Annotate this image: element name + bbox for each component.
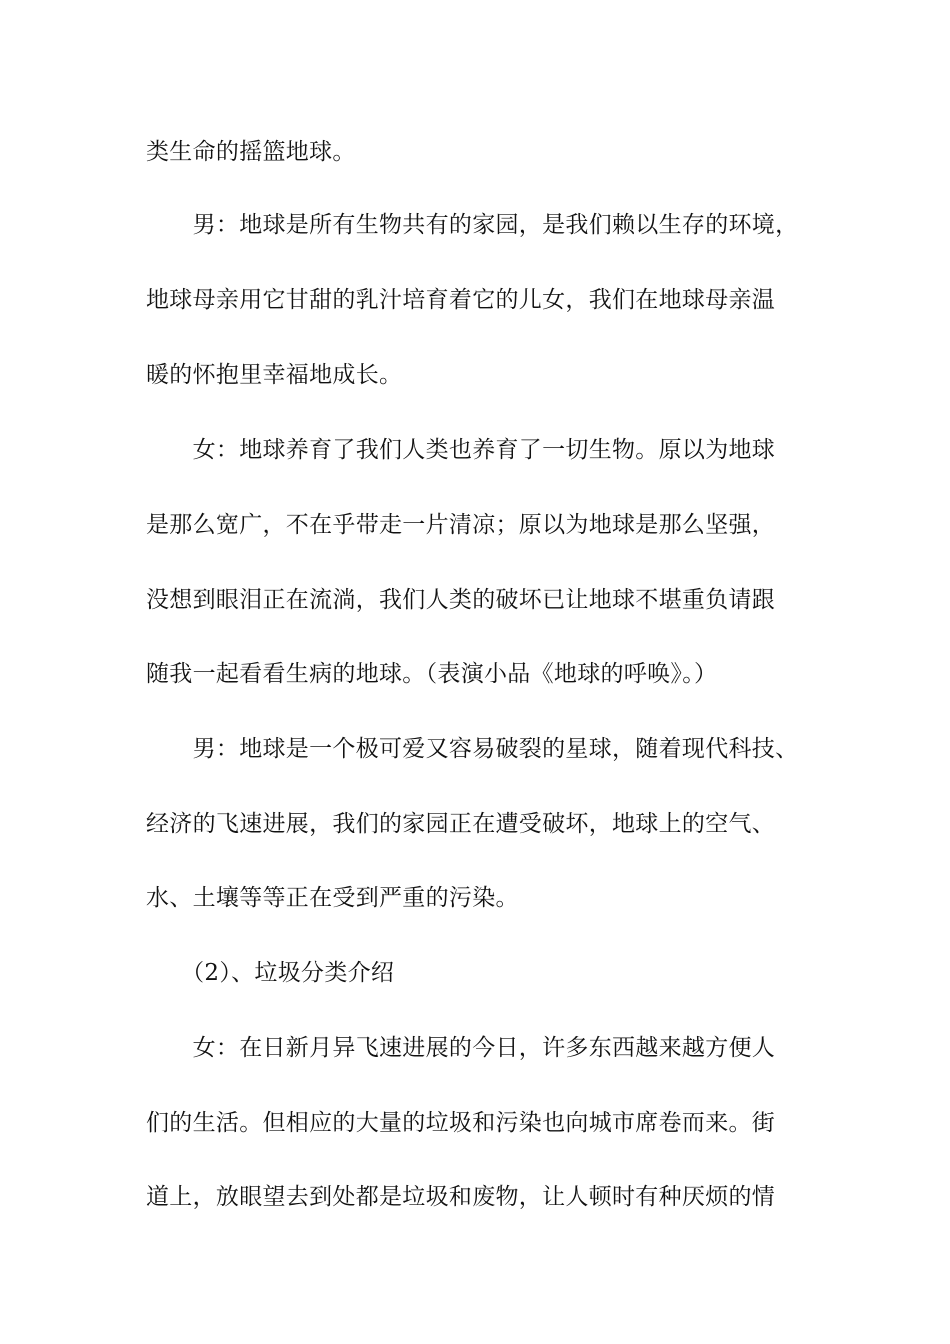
text-line: 暖的怀抱里幸福地成长。 <box>146 362 403 388</box>
text-line: 是那么宽广，不在乎带走一片清凉；原以为地球是那么坚强， <box>146 512 776 538</box>
text-line: 没想到眼泪正在流淌，我们人类的破坏已让地球不堪重负请跟 <box>146 587 776 613</box>
text-line: 经济的飞速进展，我们的家园正在遭受破坏，地球上的空气、 <box>146 811 776 837</box>
text-line: 女：地球养育了我们人类也养育了一切生物。原以为地球 <box>146 437 776 463</box>
text-line: 随我一起看看生病的地球。（表演小品《地球的呼唤》。） <box>146 661 718 687</box>
section-heading: （2）、垃圾分类介绍 <box>146 960 395 986</box>
text-line: 类生命的摇篮地球。 <box>146 139 356 165</box>
text-line: 水、土壤等等正在受到严重的污染。 <box>146 885 519 911</box>
text-line: 们的生活。但相应的大量的垃圾和污染也向城市席卷而来。街 <box>146 1110 776 1136</box>
text-line: 男：地球是一个极可爱又容易破裂的星球，随着现代科技、 <box>146 736 799 762</box>
text-line: 道上，放眼望去到处都是垃圾和废物，让人顿时有种厌烦的情 <box>146 1184 776 1210</box>
text-line: 男：地球是所有生物共有的家园，是我们赖以生存的环境， <box>146 212 799 238</box>
text-line: 女：在日新月异飞速进展的今日，许多东西越来越方便人 <box>146 1035 776 1061</box>
text-line: 地球母亲用它甘甜的乳汁培育着它的儿女，我们在地球母亲温 <box>146 287 776 313</box>
